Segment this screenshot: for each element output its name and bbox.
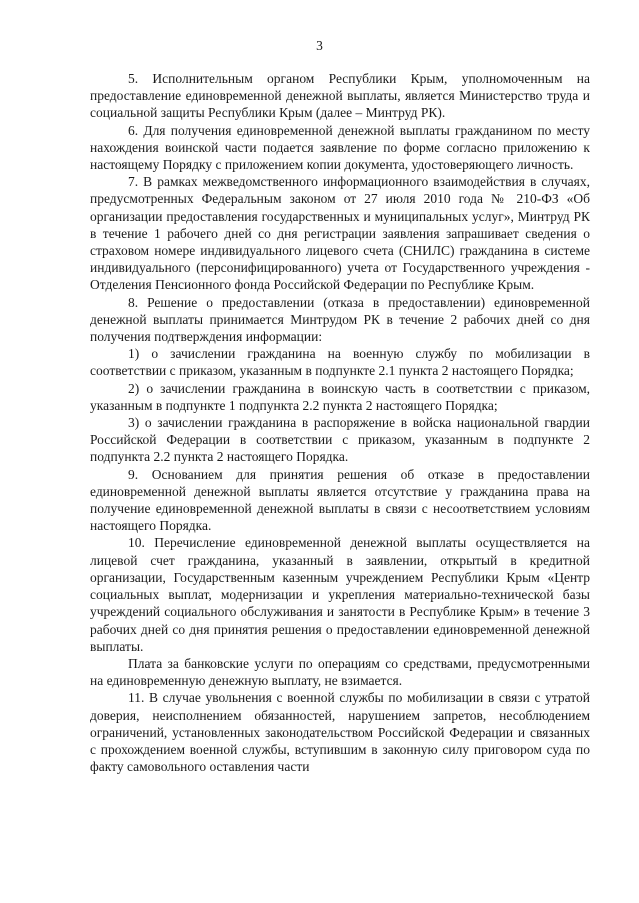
paragraph-8: 8. Решение о предоставлении (отказа в предоставлении) единовременной денежной выплаты принимается Минтрудом РК в течение 2 рабочих дней со дня получения подтверждения информации: xyxy=(90,294,590,345)
page-number: 3 xyxy=(316,38,323,53)
paragraph-9: 9. Основанием для принятия решения об отказе в предоставлении единовременной денежной выплаты является отсутствие у гражданина права на получение единовременной денежной выплаты в связи с несоответствием условиям настоящего Порядка. xyxy=(90,466,590,534)
paragraph-8-item-1: 1) о зачислении гражданина на военную службу по мобилизации в соответствии с приказом, указанным в подпункте 2.1 пункта 2 настоящего Порядка; xyxy=(90,346,590,379)
paragraph-10: 10. Перечисление единовременной денежной выплаты осуществляется на лицевой счет гражданина, указанный в заявлении, открытый в кредитной организации, Государственным казенным учреждением Республики Крым «Центр социальных выплат, модернизации и укрепления материально-технической базы учреждений социального обслуживания и занятости в Республике Крым» в течение 3 рабочих дней со дня принятия решения о предоставлении единовременной денежной выплаты. xyxy=(90,535,590,654)
paragraph-10-fee: Плата за банковские услуги по операциям со средствами, предусмотренными на единовременную денежную выплату, не взимается. xyxy=(90,655,590,689)
paragraph-8-item-3: 3) о зачислении гражданина в распоряжение в войска национальной гвардии Российской Федерации в соответствии с приказом, указанным в подпункте 2 подпункта 2.2 пункта 2 настоящего Порядка. xyxy=(90,415,590,465)
document-body xyxy=(90,70,590,775)
paragraph-11: 11. В случае увольнения с военной службы по мобилизации в связи с утратой доверия, неисполнением обязанностей, нарушением запретов, несоблюдением ограничений, установленных законодательством Российской Федерации и связанных с прохождением военной службы, вступившим в законную силу приговором суда по факту самовольного оставления части xyxy=(90,690,590,775)
paragraph-5: 5. Исполнительным органом Республики Крым, уполномоченным на предоставление единовременной денежной выплаты, является Министерство труда и социальной защиты Республики Крым (далее – Минтруд РК). xyxy=(90,71,590,121)
paragraph-7: 7. В рамках межведомственного информационного взаимодействия в случаях, предусмотренных Федеральным законом от 27 июля 2010 года № 210-ФЗ «Об организации предоставления государственных и муниципальных услуг», Минтруд РК в течение 1 рабочего дней со дня регистрации заявления запрашивает сведения о страховом номере индивидуального лицевого счета (СНИЛС) гражданина в системе индивидуального (персонифицированного) учета от Государственного учреждения - Отделения Пенсионного фонда Российской Федерации по Республике Крым. xyxy=(90,174,590,293)
paragraph-6: 6. Для получения единовременной денежной выплаты гражданином по месту нахождения воинской части подается заявление по форме согласно приложению к настоящему Порядку с приложением копии документа, удостоверяющего личность. xyxy=(90,122,590,173)
paragraph-8-item-2: 2) о зачислении гражданина в воинскую часть в соответствии с приказом, указанным в подпункте 1 подпункта 2.2 пункта 2 настоящего Порядка; xyxy=(90,380,590,413)
